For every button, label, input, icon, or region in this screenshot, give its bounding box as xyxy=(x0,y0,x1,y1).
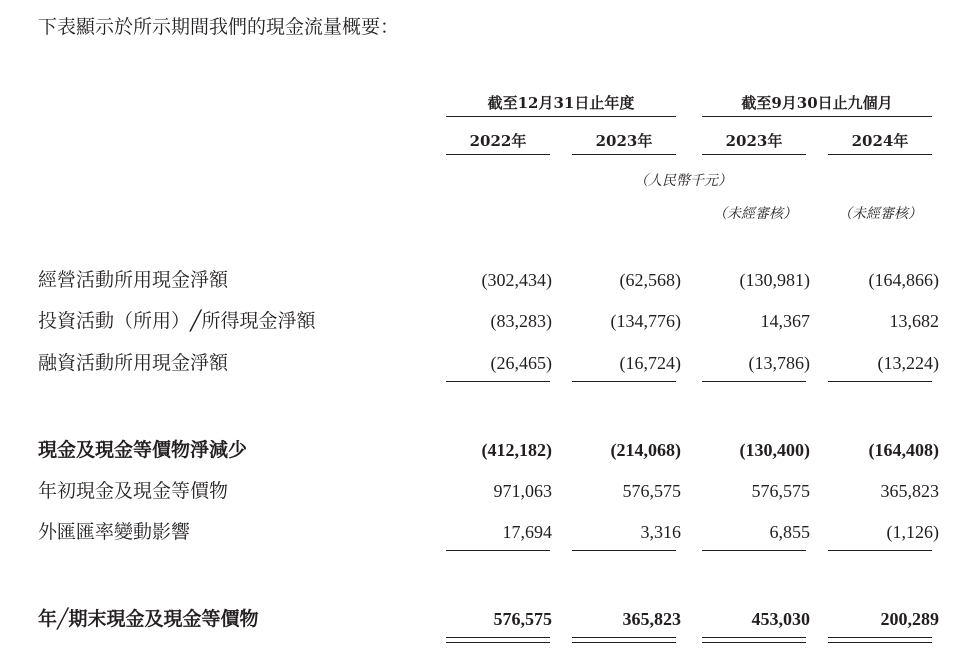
table-cell: (13,786) xyxy=(748,353,810,373)
table-cell: 17,694 xyxy=(502,522,552,542)
table-cell: (130,400) xyxy=(739,440,810,460)
subtotal-rule xyxy=(828,550,932,551)
table-cell: (412,182) xyxy=(481,440,552,460)
subtotal-rule xyxy=(572,550,676,551)
table-cell: 200,289 xyxy=(880,609,939,629)
table-cell: 453,030 xyxy=(751,609,810,629)
table-cell: 365,823 xyxy=(880,481,939,501)
intro-text: 下表顯示於所示期間我們的現金流量概要： xyxy=(38,16,400,38)
table-cell: (26,465) xyxy=(490,353,552,373)
table-cell: (62,568) xyxy=(619,270,681,290)
table-cell: (13,224) xyxy=(877,353,939,373)
unaudited-note-2024: （未經審核） xyxy=(838,206,922,222)
subtotal-rule xyxy=(446,550,550,551)
table-cell: 971,063 xyxy=(493,481,552,501)
subtotal-rule xyxy=(572,381,676,382)
row-label-financing: 融資活動所用現金淨額 xyxy=(38,352,229,374)
year-header-2023-interim: 2023年 xyxy=(702,130,806,155)
table-cell: (164,866) xyxy=(868,270,939,290)
year-header-2024-interim: 2024年 xyxy=(828,130,932,155)
table-cell: (302,434) xyxy=(481,270,552,290)
group-header-year-end: 截至12月31日止年度 xyxy=(446,92,676,117)
row-label-beginning-cash: 年初現金及現金等價物 xyxy=(38,480,229,502)
year-header-2022: 2022年 xyxy=(446,130,550,155)
total-double-rule xyxy=(572,637,676,643)
table-cell: 576,575 xyxy=(751,481,810,501)
table-cell: (83,283) xyxy=(490,311,552,331)
row-label-operating: 經營活動所用現金淨額 xyxy=(38,269,229,291)
subtotal-rule xyxy=(702,381,806,382)
row-label-net-decrease: 現金及現金等價物淨減少 xyxy=(38,439,248,461)
table-cell: (16,724) xyxy=(619,353,681,373)
subtotal-rule xyxy=(446,381,550,382)
table-cell: 13,682 xyxy=(889,311,939,331)
table-cell: 365,823 xyxy=(622,609,681,629)
group-header-nine-months: 截至9月30日止九個月 xyxy=(702,92,932,117)
table-cell: (1,126) xyxy=(886,522,939,542)
subtotal-rule xyxy=(702,550,806,551)
total-double-rule xyxy=(702,637,806,643)
table-cell: 3,316 xyxy=(640,522,681,542)
total-double-rule xyxy=(446,637,550,643)
table-cell: 14,367 xyxy=(760,311,810,331)
row-label-investing: 投資活動（所用）╱所得現金淨額 xyxy=(38,310,316,332)
table-cell: (134,776) xyxy=(610,311,681,331)
total-double-rule xyxy=(828,637,932,643)
row-label-fx-effect: 外匯匯率變動影響 xyxy=(38,521,191,543)
subtotal-rule xyxy=(828,381,932,382)
row-label-ending-cash: 年╱期末現金及現金等價物 xyxy=(38,608,259,630)
table-cell: (214,068) xyxy=(610,440,681,460)
table-cell: 576,575 xyxy=(622,481,681,501)
table-cell: 576,575 xyxy=(493,609,552,629)
unaudited-note-2023: （未經審核） xyxy=(713,206,797,222)
table-cell: 6,855 xyxy=(769,522,810,542)
table-cell: (164,408) xyxy=(868,440,939,460)
currency-note: （人民幣千元） xyxy=(634,173,732,189)
table-cell: (130,981) xyxy=(739,270,810,290)
year-header-2023-annual: 2023年 xyxy=(572,130,676,155)
